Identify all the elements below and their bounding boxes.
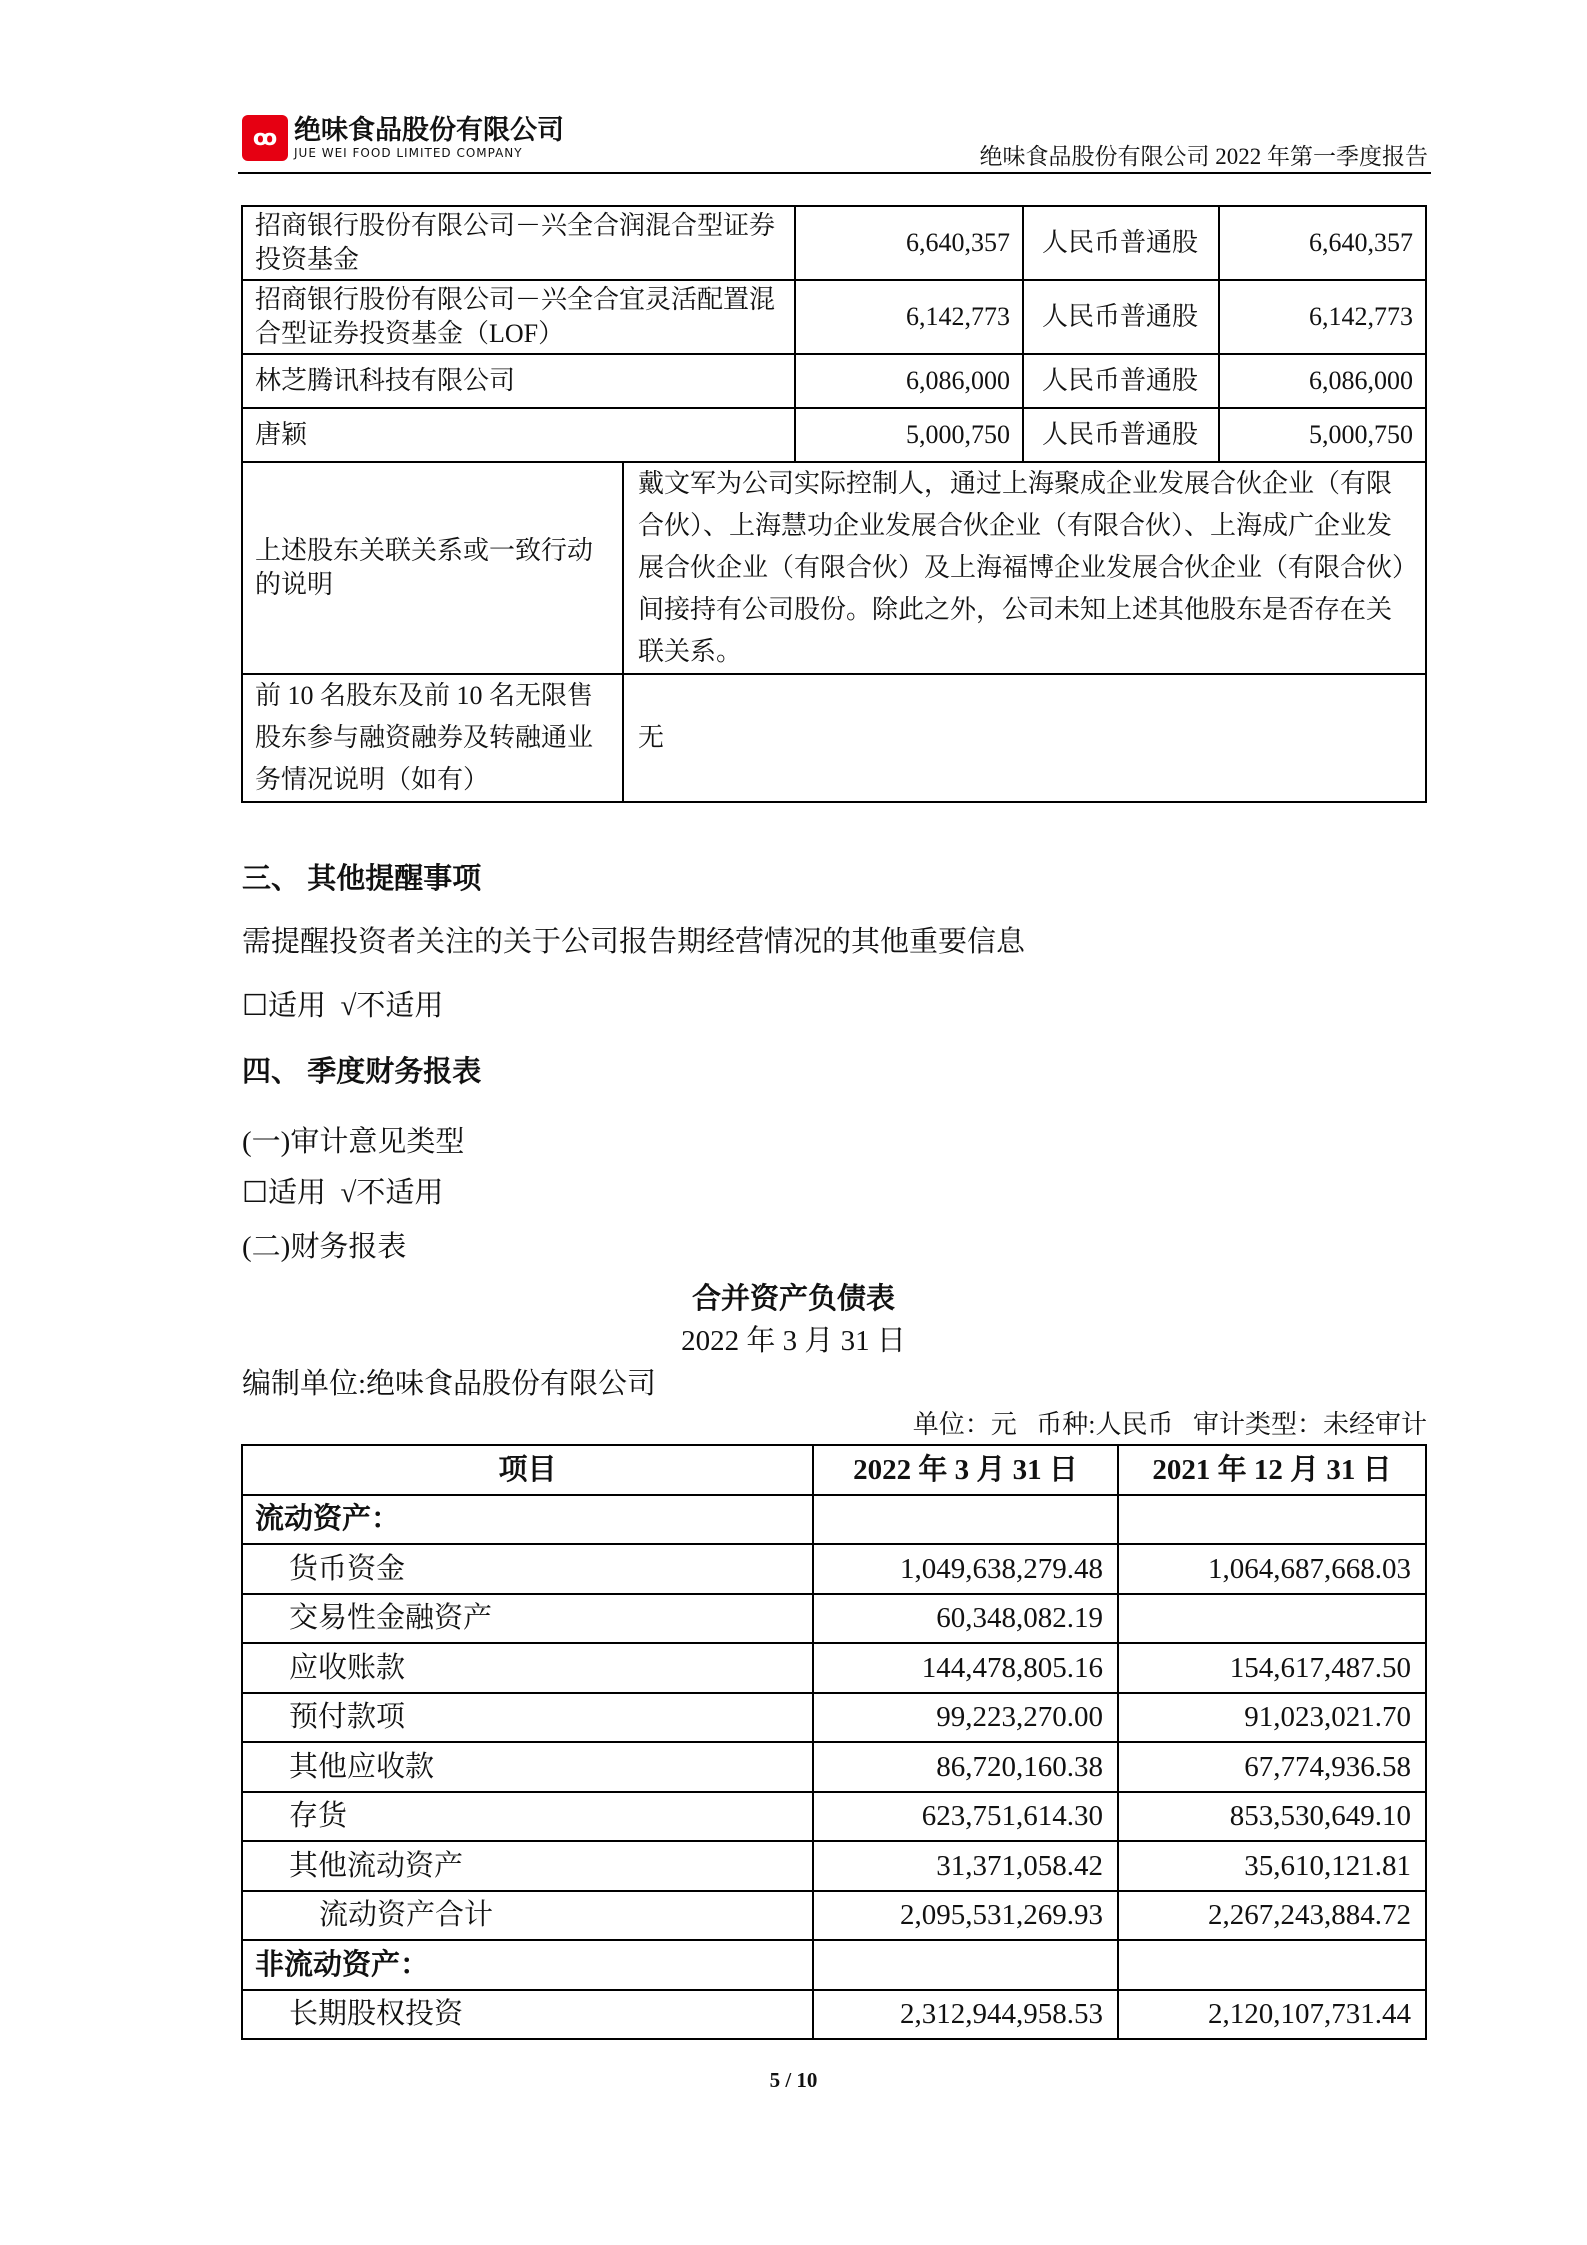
table-row — [242, 1495, 1426, 1545]
shares: 6,640,357 — [795, 206, 1023, 280]
shareholder-row — [242, 280, 1426, 354]
share-type: 人民币普通股 — [1023, 206, 1219, 280]
value-2021: 154,617,487.50 — [1118, 1643, 1426, 1693]
section-4-title: 四、 季度财务报表 — [242, 1056, 482, 1088]
section-3-options: ☐适用 √不适用 — [242, 990, 444, 1022]
value-2022 — [813, 1940, 1118, 1990]
value-2021: 2,120,107,731.44 — [1118, 1990, 1426, 2040]
shareholder-row — [242, 408, 1426, 462]
table-row — [242, 1940, 1426, 1990]
audit-opinion-heading: (一)审计意见类型 — [242, 1126, 465, 1158]
financial-statements-heading: (二)财务报表 — [242, 1231, 407, 1263]
value-2022: 1,049,638,279.48 — [813, 1544, 1118, 1594]
balance-sheet-title: 合并资产负债表 — [691, 1283, 895, 1315]
value-2021: 853,530,649.10 — [1118, 1792, 1426, 1842]
value-2022: 2,312,944,958.53 — [813, 1990, 1118, 2040]
table-row — [242, 1841, 1426, 1891]
row-item: 存货 — [242, 1792, 813, 1842]
value-2021 — [1118, 1495, 1426, 1545]
audit-options: ☐适用 √不适用 — [242, 1177, 444, 1209]
logo-name-en: JUE WEI FOOD LIMITED COMPANY — [294, 146, 523, 160]
note-row — [242, 674, 1426, 802]
page-number: 5 / 10 — [769, 2068, 818, 2092]
value-2022: 623,751,614.30 — [813, 1792, 1118, 1842]
value-2022: 31,371,058.42 — [813, 1841, 1118, 1891]
shareholder-name: 唐颖 — [242, 408, 795, 462]
value-2021: 67,774,936.58 — [1118, 1742, 1426, 1792]
note-value: 无 — [623, 674, 1426, 802]
table-row — [242, 1891, 1426, 1941]
table-row — [242, 1693, 1426, 1743]
row-item: 交易性金融资产 — [242, 1594, 813, 1644]
table-row — [242, 1990, 1426, 2040]
shares: 5,000,750 — [795, 408, 1023, 462]
shareholders-table — [241, 205, 1427, 803]
shareholder-name: 招商银行股份有限公司－兴全合润混合型证券投资基金 — [242, 206, 795, 280]
row-item: 货币资金 — [242, 1544, 813, 1594]
row-item: 非流动资产： — [242, 1940, 813, 1990]
table-row — [242, 1792, 1426, 1842]
value-2022: 2,095,531,269.93 — [813, 1891, 1118, 1941]
value-2022: 144,478,805.16 — [813, 1643, 1118, 1693]
preparer: 编制单位:绝味食品股份有限公司 — [242, 1368, 657, 1400]
share-type: 人民币普通股 — [1023, 354, 1219, 408]
share-count: 6,086,000 — [1219, 354, 1426, 408]
value-2021: 35,610,121.81 — [1118, 1841, 1426, 1891]
value-2021 — [1118, 1940, 1426, 1990]
share-count: 5,000,750 — [1219, 408, 1426, 462]
logo-name-cn: 绝味食品股份有限公司 — [294, 115, 564, 146]
shares: 6,086,000 — [795, 354, 1023, 408]
balance-sheet-date: 2022 年 3 月 31 日 — [681, 1325, 906, 1357]
value-2022: 60,348,082.19 — [813, 1594, 1118, 1644]
table-row — [242, 1742, 1426, 1792]
row-item: 流动资产： — [242, 1495, 813, 1545]
note-label: 上述股东关联关系或一致行动的说明 — [242, 462, 623, 674]
section-3-title: 三、 其他提醒事项 — [242, 863, 482, 895]
table-row — [242, 1594, 1426, 1644]
value-2022: 86,720,160.38 — [813, 1742, 1118, 1792]
header-2021: 2021 年 12 月 31 日 — [1118, 1445, 1426, 1495]
shareholder-row — [242, 206, 1426, 280]
row-item: 流动资产合计 — [242, 1891, 813, 1941]
shareholder-name: 林芝腾讯科技有限公司 — [242, 354, 795, 408]
header-2022: 2022 年 3 月 31 日 — [813, 1445, 1118, 1495]
report-title: 绝味食品股份有限公司 2022 年第一季度报告 — [979, 144, 1428, 169]
shareholder-row — [242, 354, 1426, 408]
units-line: 单位：元 币种:人民币 审计类型：未经审计 — [912, 1410, 1427, 1439]
note-value: 戴文军为公司实际控制人，通过上海聚成企业发展合伙企业（有限合伙）、上海慧功企业发展合伙企业（有限合伙）、上海成广企业发展合伙企业（有限合伙）及上海福博企业发展合伙企业（有限合伙）间接持有公司股份。除此之外，公司未知上述其他股东是否存在关联关系。 — [623, 462, 1426, 674]
section-3-desc: 需提醒投资者关注的关于公司报告期经营情况的其他重要信息 — [242, 926, 1026, 958]
balance-sheet-table — [241, 1444, 1427, 2040]
value-2021: 91,023,021.70 — [1118, 1693, 1426, 1743]
share-type: 人民币普通股 — [1023, 408, 1219, 462]
row-item: 预付款项 — [242, 1693, 813, 1743]
share-type: 人民币普通股 — [1023, 280, 1219, 354]
value-2022 — [813, 1495, 1118, 1545]
table-row — [242, 1544, 1426, 1594]
share-count: 6,142,773 — [1219, 280, 1426, 354]
row-item: 其他应收款 — [242, 1742, 813, 1792]
logo-mark-icon: ꝏ — [242, 115, 288, 161]
share-count: 6,640,357 — [1219, 206, 1426, 280]
value-2021 — [1118, 1594, 1426, 1644]
table-row — [242, 1643, 1426, 1693]
note-label: 前 10 名股东及前 10 名无限售股东参与融资融券及转融通业务情况说明（如有） — [242, 674, 623, 802]
company-logo — [242, 115, 564, 161]
row-item: 长期股权投资 — [242, 1990, 813, 2040]
header-item: 项目 — [242, 1445, 813, 1495]
value-2021: 2,267,243,884.72 — [1118, 1891, 1426, 1941]
value-2021: 1,064,687,668.03 — [1118, 1544, 1426, 1594]
row-item: 应收账款 — [242, 1643, 813, 1693]
note-row — [242, 462, 1426, 674]
row-item: 其他流动资产 — [242, 1841, 813, 1891]
shares: 6,142,773 — [795, 280, 1023, 354]
header-divider — [238, 172, 1431, 174]
value-2022: 99,223,270.00 — [813, 1693, 1118, 1743]
shareholder-name: 招商银行股份有限公司－兴全合宜灵活配置混合型证券投资基金（LOF） — [242, 280, 795, 354]
